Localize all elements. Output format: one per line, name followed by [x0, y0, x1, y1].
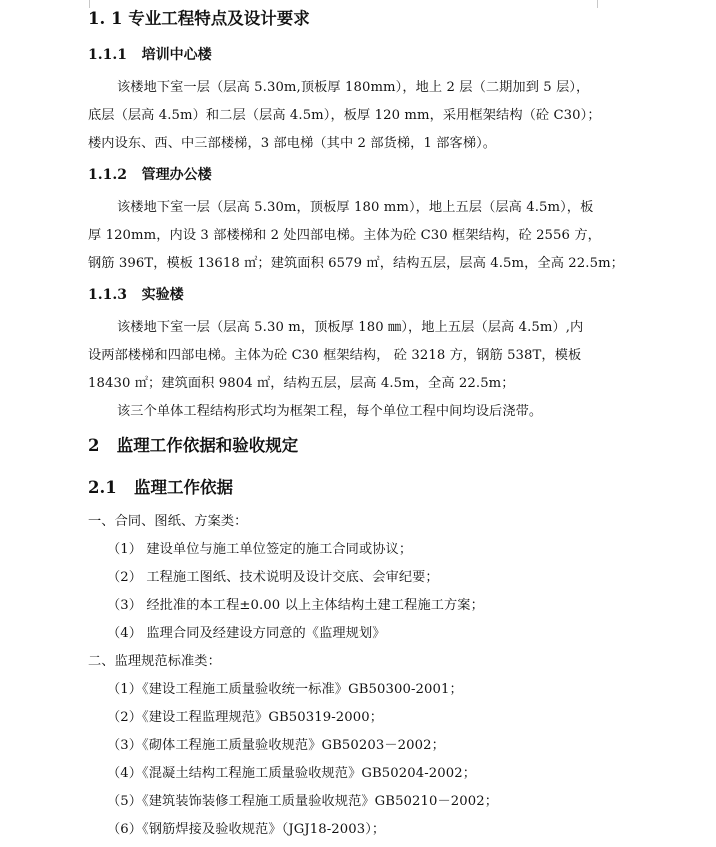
- heading-number: 2: [88, 436, 100, 455]
- list-item: （4）《混凝土结构工程施工质量验收规范》GB50204-2002；: [107, 766, 477, 781]
- list-item: （2） 工程施工图纸、技术说明及设计交底、会审纪要；: [107, 570, 439, 585]
- heading-title: 管理办公楼: [141, 167, 212, 183]
- paragraph-line: 该楼地下室一层（层高 5.30 m，顶板厚 180 ㎜），地上五层（层高 4.5m）,内: [117, 320, 584, 335]
- heading-number: 1. 1: [88, 9, 123, 28]
- heading-1-1-3: [88, 284, 716, 304]
- paragraph-line: 钢筋 396T，模板 13618 ㎡；建筑面积 6579 ㎡，结构五层，层高 4.5m，全高 22.5m；: [88, 256, 624, 271]
- paragraph-line: 该楼地下室一层（层高 5.30m，顶板厚 180 mm），地上五层（层高 4.5m），板: [117, 200, 594, 215]
- list-item: （2）《建设工程监理规范》GB50319-2000；: [107, 710, 384, 725]
- heading-title: 实验楼: [141, 287, 184, 303]
- heading-number: 1.1.1: [88, 47, 127, 63]
- paragraph-line: 设两部楼梯和四部电梯。主体为砼 C30 框架结构， 砼 3218 方，钢筋 538T，模板: [88, 348, 582, 363]
- heading-number: 2.1: [88, 478, 117, 497]
- heading-title: 培训中心楼: [141, 47, 212, 63]
- heading-title: 监理工作依据和验收规定: [116, 436, 299, 455]
- heading-1-1-1: [88, 44, 716, 64]
- heading-2: [88, 432, 716, 456]
- list-item: （3）《砌体工程施工质量验收规范》GB50203－2002；: [107, 738, 445, 753]
- paragraph-line: 18430 ㎡；建筑面积 9804 ㎡，结构五层，层高 4.5m，全高 22.5m；: [88, 376, 515, 391]
- heading-1-1: [88, 5, 716, 29]
- list-group-title: 二、监理规范标准类：: [88, 654, 221, 669]
- list-group-title: 一、合同、图纸、方案类：: [88, 514, 248, 529]
- heading-title: 监理工作依据: [133, 478, 233, 497]
- heading-title: 专业工程特点及设计要求: [128, 9, 310, 28]
- list-item: （6）《钢筋焊接及验收规范》（JGJ18-2003）；: [107, 822, 386, 837]
- paragraph-line: 厚 120mm，内设 3 部楼梯和 2 处四部电梯。主体为砼 C30 框架结构，砼 2556 方，: [88, 228, 601, 243]
- list-item: （3） 经批准的本工程±0.00 以上主体结构土建工程施工方案；: [107, 598, 484, 613]
- paragraph-line: 该三个单体工程结构形式均为框架工程，每个单位工程中间均设后浇带。: [117, 404, 543, 419]
- heading-number: 1.1.3: [88, 287, 127, 303]
- paragraph-line: 底层（层高 4.5m）和二层（层高 4.5m），板厚 120 mm，采用框架结构（砼 C30）；: [88, 108, 601, 123]
- list-item: （4） 监理合同及经建设方同意的《监理规划》: [107, 626, 386, 641]
- list-item: （1）《建设工程施工质量验收统一标准》GB50300-2001；: [107, 682, 463, 697]
- paragraph-line: 该楼地下室一层（层高 5.30m,顶板厚 180mm），地上 2 层（二期加到 5 层），: [117, 80, 590, 95]
- list-item: （5）《建筑装饰装修工程施工质量验收规范》GB50210－2002；: [107, 794, 499, 809]
- heading-2-1: [88, 474, 716, 498]
- list-item: （1） 建设单位与施工单位签定的施工合同或协议；: [107, 542, 413, 557]
- paragraph-line: 楼内设东、西、中三部楼梯，3 部电梯（其中 2 部货梯，1 部客梯）。: [88, 136, 497, 151]
- heading-1-1-2: [88, 164, 716, 184]
- heading-number: 1.1.2: [88, 167, 127, 183]
